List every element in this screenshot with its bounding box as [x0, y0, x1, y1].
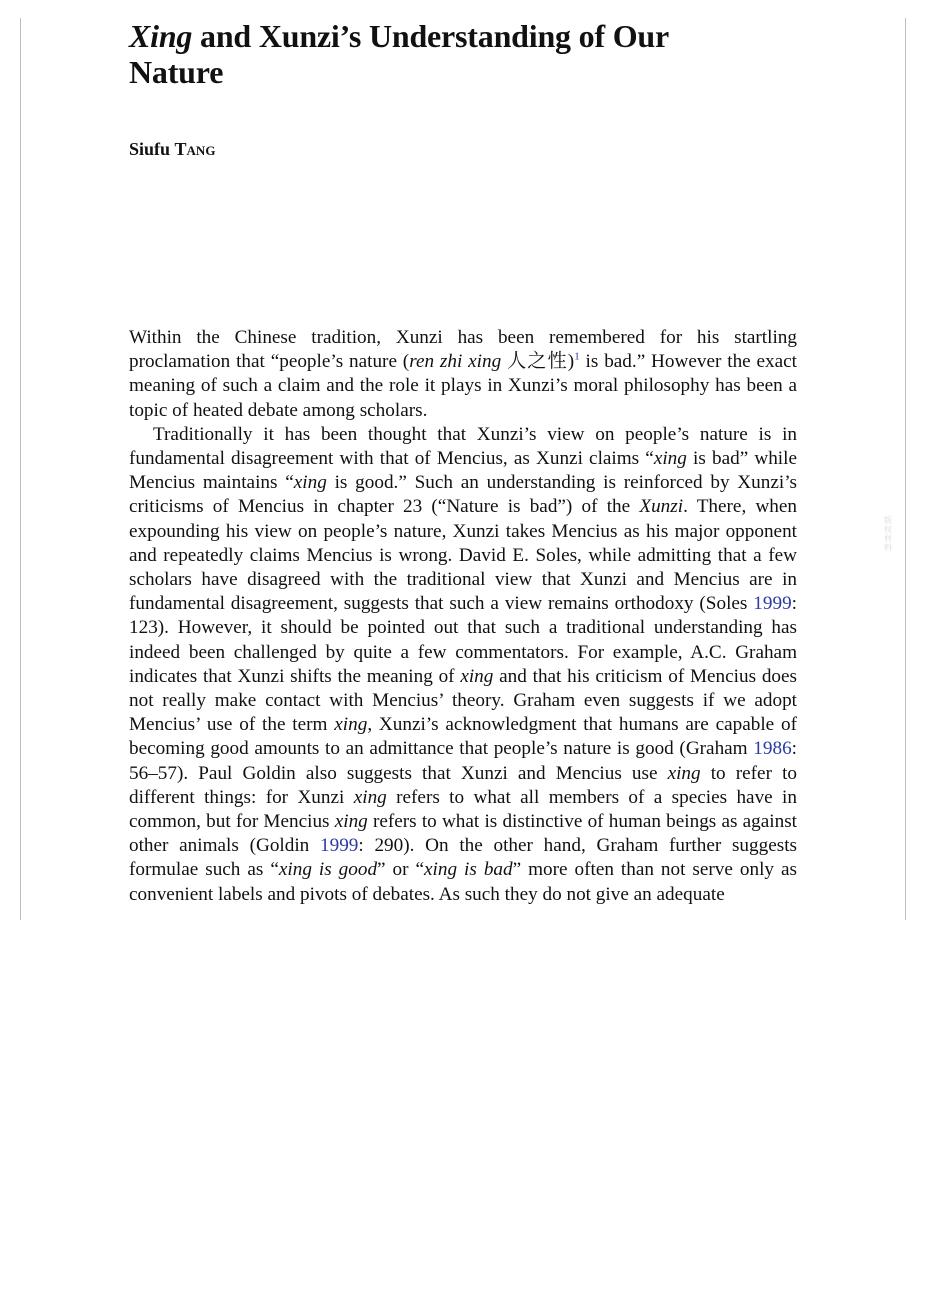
article-body — [129, 326, 797, 907]
italic-term: xing — [334, 811, 368, 833]
text-run: , Xunzi’s acknowledgment that humans are capable of becoming good amounts to an admittance that people’s nature is good (Graham — [129, 714, 797, 760]
text-run: ” more often than not serve only as convenient labels and pivots of debates. As such they do not give an adequate — [129, 859, 797, 905]
text-run: and that his criticism of Mencius does not really make contact with Mencius’ theory. Graham even suggests if we adopt Mencius’ use of the term — [129, 665, 797, 736]
italic-term: xing is good — [278, 859, 378, 881]
italic-term: xing — [667, 762, 701, 784]
author-name — [129, 139, 215, 160]
article-title — [129, 18, 769, 90]
italic-term: Xunzi — [639, 496, 684, 518]
text-run: Within the Chinese tradition, Xunzi has been remembered for his startling proclamation that “people’s nature ( — [129, 327, 797, 373]
italic-term: xing — [353, 786, 387, 808]
italic-term: xing — [653, 448, 687, 470]
footnote-link[interactable]: 1 — [574, 350, 580, 363]
left-page-border — [20, 18, 21, 920]
italic-term: xing — [293, 472, 327, 494]
text-run: refers to what all members of a species have in common, but for Mencius — [129, 786, 797, 833]
text-run: Traditionally it has been thought that Xunzi’s view on people’s nature is in fundamental disagreement with that of Mencius, as Xunzi claims “ — [129, 423, 797, 470]
author-last-name: Tang — [174, 139, 216, 159]
text-run: is bad.” However the exact meaning of such a claim and the role it plays in Xunzi’s moral philosophy has been a topic of heated debate among scholars. — [129, 351, 798, 421]
chinese-term: 人之性) — [501, 351, 575, 373]
citation-link-goldin-1999[interactable]: 1999 — [320, 835, 359, 857]
text-run: : 56–57). Paul Goldin also suggests that Xunzi and Mencius use — [129, 738, 797, 784]
text-run: is good.” Such an understanding is reinforced by Xunzi’s criticisms of Mencius in chapter 23 (“Nature is bad”) of the — [129, 472, 798, 518]
text-run: : 123). However, it should be pointed out that such a traditional understanding has indeed been challenged by quite a few commentators. For example, A.C. Graham indicates that Xunzi shifts the meaning of — [129, 593, 797, 687]
text-run: to refer to different things: for Xunzi — [129, 762, 797, 808]
title-text: and Xunzi’s Understanding of Our Nature — [129, 18, 669, 90]
paragraph-2 — [129, 423, 797, 907]
author-first-name: Siufu — [129, 139, 175, 159]
text-run: is bad” while Mencius maintains “ — [129, 448, 797, 494]
title-italic-term: Xing — [129, 18, 193, 54]
citation-link-graham-1986[interactable]: 1986 — [753, 738, 792, 760]
italic-term: xing is bad — [424, 859, 513, 881]
text-run: ” or “ — [377, 859, 425, 881]
citation-link-soles-1999[interactable]: 1999 — [753, 593, 792, 615]
text-run: refers to what is distinctive of human beings as against other animals (Goldin — [129, 811, 797, 857]
italic-term: xing — [334, 714, 368, 736]
text-run: . There, when expounding his view on people’s nature, Xunzi takes Mencius as his major opponent and repeatedly claims Mencius is wrong. David E. Soles, while admitting that a few scholars have disagreed with the traditional view that Xunzi and Mencius are in fundamental disagreement, suggests that such a view remains orthodoxy (Soles — [129, 496, 797, 615]
text-run: : 290). On the other hand, Graham further suggests formulae such as “ — [129, 835, 797, 881]
margin-watermark: 版权材料 — [884, 516, 892, 552]
right-page-border — [905, 18, 906, 920]
italic-term: xing — [460, 665, 494, 687]
paragraph-1 — [129, 326, 797, 423]
italic-term: ren zhi xing — [409, 351, 502, 373]
